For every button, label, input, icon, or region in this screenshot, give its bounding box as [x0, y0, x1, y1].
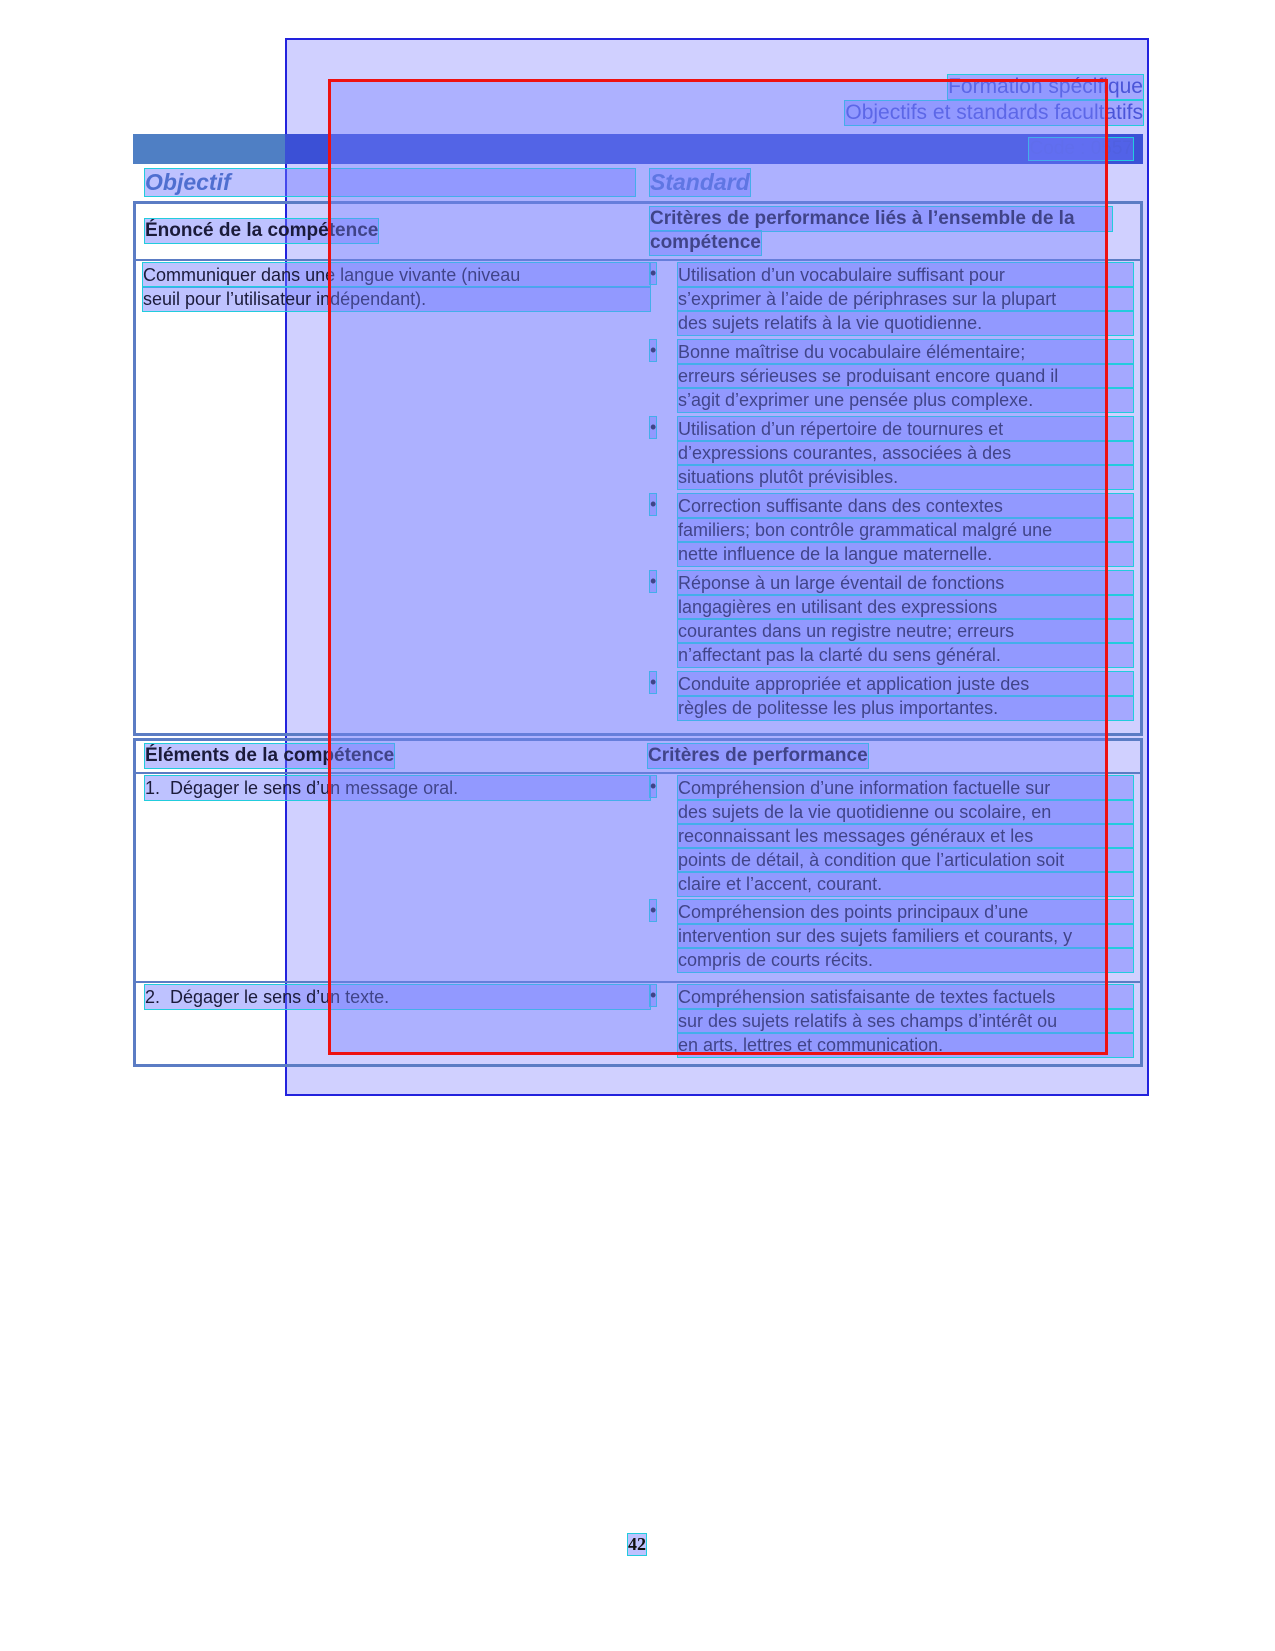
inner-highlight-region: [328, 79, 1108, 1055]
criterion-line: sur des sujets relatifs à ses champs d’intérêt ou: [678, 1009, 1133, 1033]
criteres-performance-header: Critères de performance: [648, 745, 868, 766]
code-label: Code : 0557: [1029, 138, 1133, 159]
criterion-line: des sujets relatifs à la vie quotidienne.: [678, 311, 1133, 335]
criterion-line: erreurs sérieuses se produisant encore quand il: [678, 364, 1133, 388]
element-2: 2. Dégager le sens d’un texte.: [145, 985, 650, 1009]
criterion-line: Bonne maîtrise du vocabulaire élémentaire;: [678, 340, 1133, 364]
header-objectifs: Objectifs et standards facultatifs: [845, 101, 1143, 124]
standard-title: Standard: [650, 169, 750, 195]
header-formation: Formation spécifique: [948, 75, 1143, 98]
bullet-marker: •: [650, 494, 657, 514]
bullet-marker: •: [650, 672, 657, 692]
bullet-marker: •: [650, 571, 657, 591]
criterion-line: langagières en utilisant des expressions: [678, 595, 1133, 619]
criterion-line: points de détail, à condition que l’articulation soit: [678, 848, 1133, 872]
bullet-marker: •: [650, 776, 657, 796]
bullet-marker: •: [650, 985, 657, 1005]
criteres-header-l1: Critères de performance liés à l’ensemble de la: [650, 207, 1112, 231]
bullet-marker: •: [650, 900, 657, 920]
criterion-line: Utilisation d’un répertoire de tournures et: [678, 417, 1133, 441]
criterion-line: Compréhension d’une information factuelle sur: [678, 776, 1133, 800]
criterion-line: Réponse à un large éventail de fonctions: [678, 571, 1133, 595]
criterion-line: en arts, lettres et communication.: [678, 1033, 1133, 1057]
criterion-line: Utilisation d’un vocabulaire suffisant pour: [678, 263, 1133, 287]
criterion-line: s’agit d’exprimer une pensée plus complexe.: [678, 388, 1133, 412]
objectif-title: Objectif: [145, 169, 635, 196]
element-1: 1. Dégager le sens d’un message oral.: [145, 776, 650, 800]
bullet-marker: •: [650, 263, 657, 283]
competence-statement-l1: Communiquer dans une langue vivante (niveau: [143, 263, 650, 287]
enonce-header: Énoncé de la compétence: [145, 220, 379, 241]
criterion-line: compris de courts récits.: [678, 948, 1133, 972]
criterion-line: Compréhension satisfaisante de textes factuels: [678, 985, 1133, 1009]
bullet-marker: •: [650, 340, 657, 360]
criterion-line: courantes dans un registre neutre; erreurs: [678, 619, 1133, 643]
criterion-line: situations plutôt prévisibles.: [678, 465, 1133, 489]
criterion-line: familiers; bon contrôle grammatical malgré une: [678, 518, 1133, 542]
criteres-header-l2: compétence: [650, 232, 761, 253]
criterion-line: Correction suffisante dans des contextes: [678, 494, 1133, 518]
elements-header: Éléments de la compétence: [145, 745, 395, 766]
bullet-marker: •: [650, 417, 657, 437]
criterion-line: Conduite appropriée et application juste des: [678, 672, 1133, 696]
competence-statement-l2: seuil pour l’utilisateur indépendant).: [143, 287, 650, 311]
criterion-line: des sujets de la vie quotidienne ou scolaire, en: [678, 800, 1133, 824]
criterion-line: règles de politesse les plus importantes.: [678, 696, 1133, 720]
criterion-line: intervention sur des sujets familiers et courants, y: [678, 924, 1133, 948]
page-number: 42: [628, 1534, 646, 1554]
criterion-line: Compréhension des points principaux d’une: [678, 900, 1133, 924]
criterion-line: claire et l’accent, courant.: [678, 872, 1133, 896]
criterion-line: d’expressions courantes, associées à des: [678, 441, 1133, 465]
criterion-line: n’affectant pas la clarté du sens général.: [678, 643, 1133, 667]
criterion-line: s’exprimer à l’aide de périphrases sur la plupart: [678, 287, 1133, 311]
criterion-line: nette influence de la langue maternelle.: [678, 542, 1133, 566]
criterion-line: reconnaissant les messages généraux et les: [678, 824, 1133, 848]
